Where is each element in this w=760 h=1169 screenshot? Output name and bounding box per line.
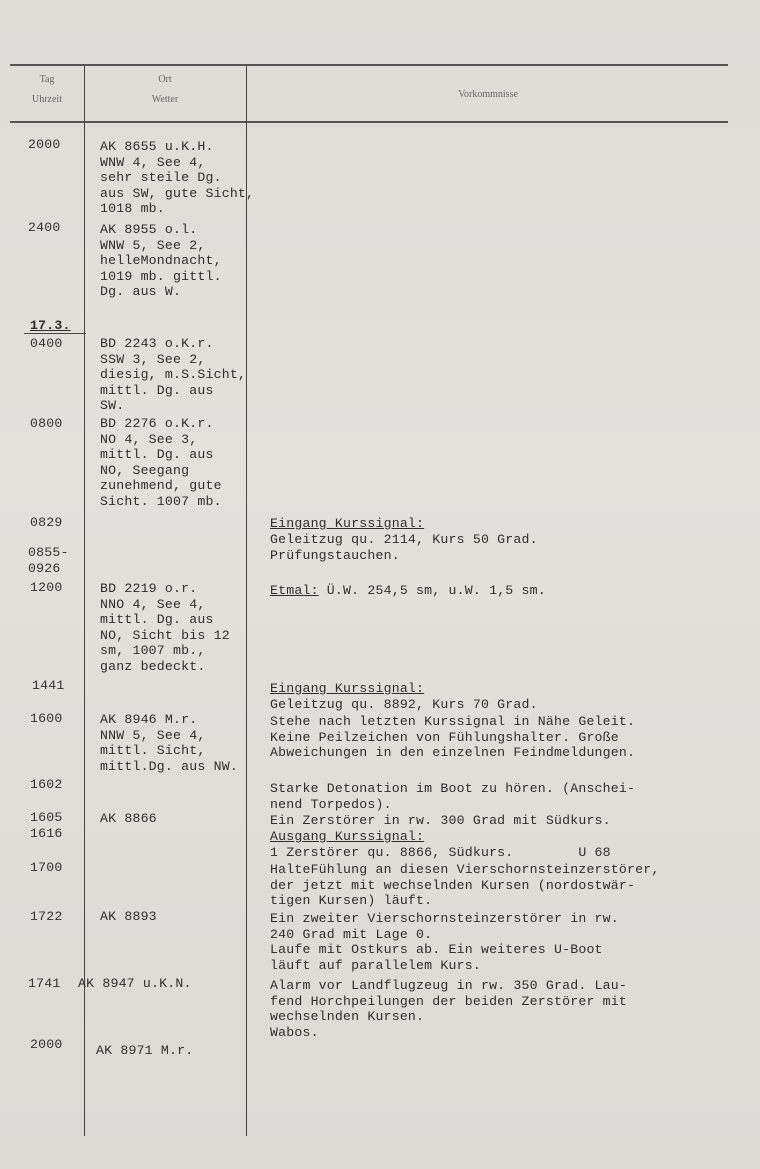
entry-vorkommnis: Starke Detonation im Boot zu hören. (Anschei- nend Torpedos). <box>270 781 636 812</box>
entry-time: 0400 <box>30 336 63 351</box>
entry-ort-wetter: AK 8893 <box>100 909 157 924</box>
entry-time: 1602 <box>30 777 63 792</box>
entry-ort-wetter: BD 2219 o.r. NNO 4, See 4, mittl. Dg. aus NO, Sicht bis 12 sm, 1007 mb., ganz bedeckt. <box>100 581 230 674</box>
header-col1-line1: Tag <box>39 74 55 85</box>
entry-ort-wetter: BD 2276 o.K.r. NO 4, See 3, mittl. Dg. aus NO, Seegang zunehmend, gute Sicht. 1007 mb. <box>100 416 222 509</box>
entry-vorkommnis: Ein Zerstörer in rw. 300 Grad mit Südkurs. <box>270 813 611 828</box>
header-bottom-rule <box>10 121 728 123</box>
entry-ort-wetter: AK 8866 <box>100 811 157 826</box>
entry-vorkommnis: Stehe nach letzten Kurssignal in Nähe Geleit. Keine Peilzeichen von Fühlungshalter. Große Abweichungen in den einzelnen Feindmeldungen. <box>270 714 636 760</box>
entry-ort-wetter: AK 8946 M.r. NNW 5, See 4, mittl. Sicht, mittl.Dg. aus NW. <box>100 712 238 774</box>
header-col1-line2: Uhrzeit <box>32 94 62 105</box>
etmal-label: Etmal: <box>270 583 319 598</box>
entry-time: 0800 <box>30 416 63 431</box>
header-col2-line2: Wetter <box>151 94 179 105</box>
entry-time: 1200 <box>30 580 63 595</box>
entry-time: 1600 <box>30 711 63 726</box>
column-divider-2 <box>246 66 247 1136</box>
entry-time: 0829 <box>30 515 63 530</box>
entry-time: 1605 1616 <box>30 810 63 841</box>
entry-vorkommnis: Alarm vor Landflugzeug in rw. 350 Grad. Lau- fend Horchpeilungen der beiden Zerstörer mit wechselnden Kursen. Wabos. <box>270 978 628 1040</box>
entry-vorkommnis: 1 Zerstörer qu. 8866, Südkurs. U 68 <box>270 845 611 860</box>
entry-vorkommnis-heading: Ausgang Kurssignal: <box>270 829 425 844</box>
entry-time: 0855- 0926 <box>28 545 69 576</box>
entry-time: 1722 <box>30 909 63 924</box>
date-marker: 17.3. <box>30 318 71 333</box>
header-vorkommnisse: Vorkommnisse <box>458 89 518 100</box>
entry-ort-wetter: AK 8655 u.K.H. WNW 4, See 4, sehr steile Dg. aus SW, gute Sicht, 1018 mb. <box>100 139 255 216</box>
header-ort-wetter <box>86 70 244 110</box>
entry-time: 2400 <box>28 220 61 235</box>
entry-vorkommnis: Ein zweiter Vierschornsteinzerstörer in rw. 240 Grad mit Lage 0. Laufe mit Ostkurs ab. Ein weiteres U-Boot läuft auf parallelem Kurs. <box>270 911 619 973</box>
entry-time: 2000 <box>30 1037 63 1052</box>
entry-vorkommnis: Prüfungstauchen. <box>270 548 400 563</box>
entry-vorkommnis: Geleitzug qu. 2114, Kurs 50 Grad. <box>270 532 538 547</box>
entry-ort-wetter: AK 8955 o.l. WNW 5, See 2, helleMondnacht, 1019 mb. gittl. Dg. aus W. <box>100 222 222 299</box>
header-col2-line1: Ort <box>158 74 172 85</box>
entry-time: 1700 <box>30 860 63 875</box>
date-marker-rule <box>24 333 86 334</box>
entry-time: 2000 <box>28 137 61 152</box>
entry-vorkommnis: Geleitzug qu. 8892, Kurs 70 Grad. <box>270 697 538 712</box>
entry-time: 1441 <box>32 678 65 693</box>
etmal-value: Ü.W. 254,5 sm, u.W. 1,5 sm. <box>318 583 546 598</box>
entry-ort-wetter: AK 8971 M.r. <box>96 1043 194 1058</box>
entry-vorkommnis-heading: Eingang Kurssignal: <box>270 516 425 531</box>
header-tag-uhrzeit <box>12 70 82 110</box>
entry-vorkommnis: HalteFühlung an diesen Vierschornsteinzerstörer, der jetzt mit wechselnden Kursen (nordostwär- tigen Kursen) läuft. <box>270 862 660 908</box>
entry-time: 1741 <box>28 976 61 991</box>
entry-vorkommnis <box>270 583 546 599</box>
entry-vorkommnis-heading: Eingang Kurssignal: <box>270 681 425 696</box>
table-top-rule <box>10 64 728 66</box>
entry-ort-wetter: AK 8947 u.K.N. <box>78 976 192 991</box>
entry-ort-wetter: BD 2243 o.K.r. SSW 3, See 2, diesig, m.S.Sicht, mittl. Dg. aus SW. <box>100 336 247 413</box>
